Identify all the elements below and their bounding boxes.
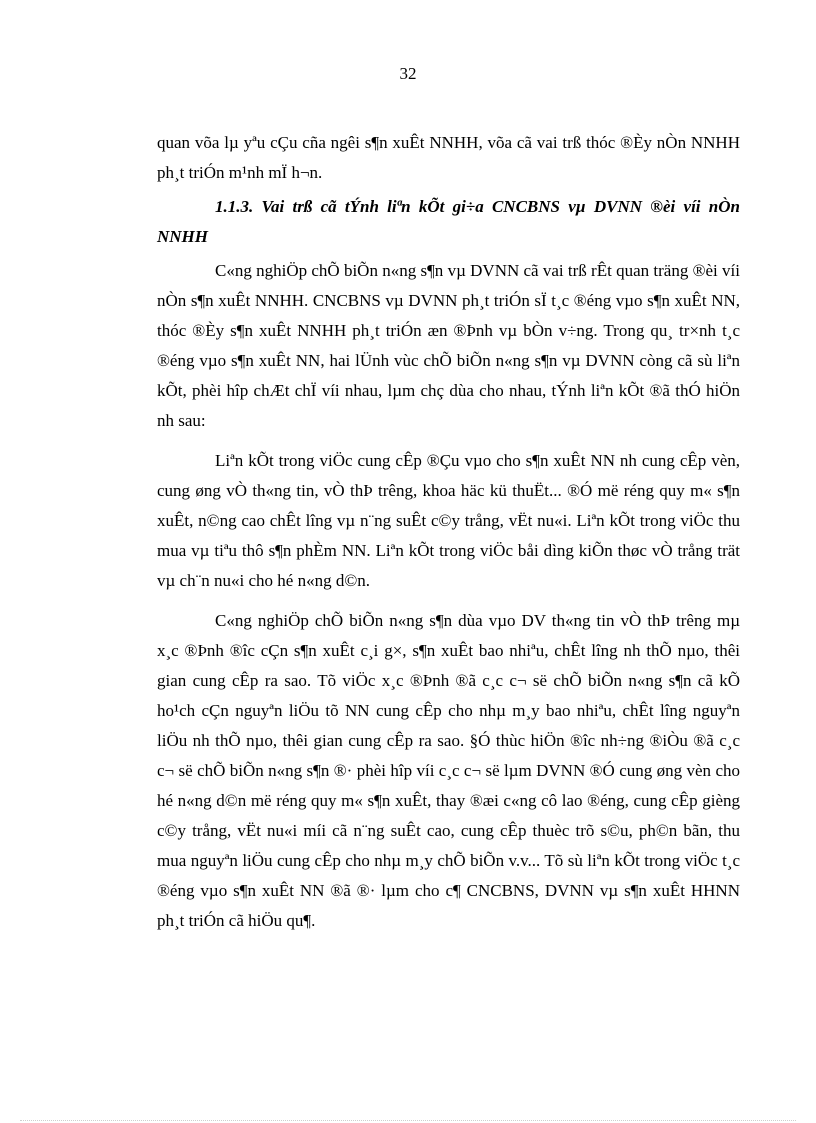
- page-bottom-divider: [20, 1120, 796, 1121]
- paragraph-continuation: quan võa lµ yªu cÇu cña ngêi s¶n xuÊt NNHH, võa cã vai trß thóc ®Èy nÒn NNHH ph¸t triÓn m¹nh mÏ h¬n.: [157, 133, 740, 182]
- page-number: 32: [399, 64, 417, 83]
- document-body: [157, 128, 740, 936]
- section-heading: 1.1.3. Vai trß cã tÝnh liªn kÕt gi÷a CNCBNS vµ DVNN ®èi víi nÒn NNHH: [157, 197, 740, 246]
- paragraph: Liªn kÕt trong viÖc cung cÊp ®Çu vµo cho s¶n xuÊt NN nh cung cÊp vèn, cung øng vÒ th«ng tin, vÒ thÞ trêng, khoa häc kü thuËt... ®Ó më réng quy m« s¶n xuÊt, n©ng cao chÊt lîng vµ n¨ng suÊt c©y trång, vËt nu«i. Liªn kÕt trong viÖc thu mua vµ tiªu thô s¶n phÈm NN. Liªn kÕt trong viÖc båi dìng kiÕn thøc vÒ trång trät vµ ch¨n nu«i cho hé n«ng d©n.: [157, 451, 740, 590]
- paragraph: C«ng nghiÖp chÕ biÕn n«ng s¶n dùa vµo DV th«ng tin vÒ thÞ trêng mµ x¸c ®Þnh ®îc cÇn s¶n xuÊt c¸i g×, s¶n xuÊt bao nhiªu, chÊt lîng nh thÕ nµo, thêi gian cung cÊp ra sao. Tõ viÖc x¸c ®Þnh ®ã c¸c c¬ së chÕ biÕn n«ng s¶n cã kÕ ho¹ch cÇn nguyªn liÖu tõ NN cung cÊp cho nhµ m¸y bao nhiªu, chÊt lîng nguyªn liÖu nh thÕ nµo, thêi gian cung cÊp ra sao. §Ó thùc hiÖn ®îc nh÷ng ®iÒu ®ã c¸c c¬ së chÕ biÕn n«ng s¶n ®· phèi hîp víi c¸c c¬ së lµm DVNN ®Ó cung øng vèn cho hé n«ng d©n më réng quy m« s¶n xuÊt, thay ®æi c«ng cô lao ®éng, cung cÊp gièng c©y trång, vËt nu«i míi cã n¨ng suÊt cao, cung cÊp thuèc trõ s©u, ph©n bãn, thu mua nguyªn liÖu cung cÊp cho nhµ m¸y chÕ biÕn v.v... Tõ sù liªn kÕt trong viÖc t¸c ®éng vµo s¶n xuÊt NN ®ã ®· lµm cho c¶ CNCBNS, DVNN vµ s¶n xuÊt HHNN ph¸t triÓn cã hiÖu qu¶.: [157, 611, 740, 930]
- paragraph: C«ng nghiÖp chÕ biÕn n«ng s¶n vµ DVNN cã vai trß rÊt quan träng ®èi víi nÒn s¶n xuÊt NNHH. CNCBNS vµ DVNN ph¸t triÓn sÏ t¸c ®éng vµo s¶n xuÊt NN, thóc ®Èy s¶n xuÊt NNHH ph¸t triÓn æn ®Þnh vµ bÒn v÷ng. Trong qu¸ tr×nh t¸c ®éng vµo s¶n xuÊt NN, hai lÜnh vùc chÕ biÕn n«ng s¶n vµ DVNN còng cã sù liªn kÕt, phèi hîp chÆt chÏ víi nhau, lµm chç dùa cho nhau, tÝnh liªn kÕt ®ã thÓ hiÖn nh sau:: [157, 261, 740, 430]
